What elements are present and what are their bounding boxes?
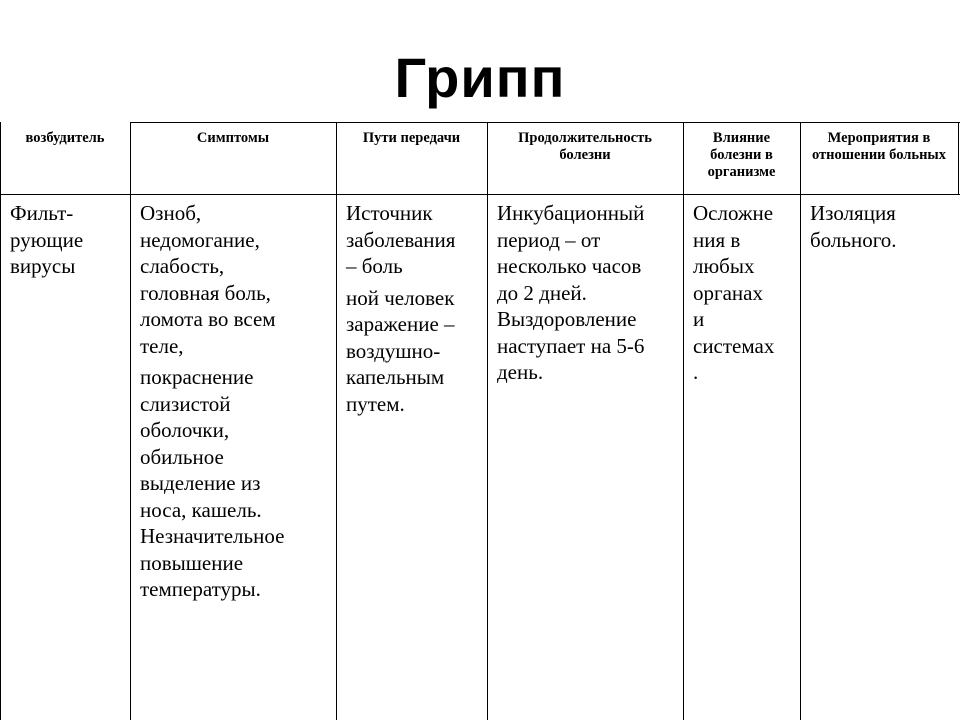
text-line: наступает на 5-6 xyxy=(497,333,645,358)
page-title: Грипп xyxy=(394,46,566,109)
cell-measures xyxy=(800,200,958,253)
text-line: недомогание, xyxy=(140,227,260,252)
disease-table xyxy=(0,122,960,720)
text-line: больного. xyxy=(810,227,897,252)
header-cell-effect: Влияние болезни в организме xyxy=(707,130,776,180)
text-line: любых xyxy=(693,254,755,278)
text-line: Выздоровление xyxy=(497,307,637,331)
text-line: Озноб, xyxy=(140,201,202,225)
text-line: выделение из xyxy=(140,471,261,495)
text-line: и xyxy=(693,307,705,331)
cell-effect xyxy=(683,200,800,386)
text-line: путем. xyxy=(346,391,405,416)
text-line: Источник xyxy=(346,201,433,225)
text-line: органах xyxy=(693,280,763,305)
text-line: теле, xyxy=(140,333,184,358)
text-line: вирусы xyxy=(10,254,76,278)
text-line: заболевания xyxy=(346,227,456,252)
text-line: несколько часов xyxy=(497,254,642,278)
header-bottom-border xyxy=(0,194,960,195)
text-line: рующие xyxy=(10,227,84,252)
header-cell-measures: Мероприятия в отношении больных xyxy=(812,130,946,163)
text-line: Осложне xyxy=(693,201,774,225)
text-line: слизистой xyxy=(140,391,231,416)
text-line: – боль xyxy=(346,254,403,278)
text-line: слабость, xyxy=(140,254,225,278)
text-line: оболочки, xyxy=(140,418,230,442)
text-line: ной человек xyxy=(346,285,455,310)
cell-symptoms xyxy=(130,200,336,603)
text-line: Незначительное xyxy=(140,524,285,548)
text-line: покраснение xyxy=(140,365,254,389)
cell-pathogen xyxy=(0,200,130,280)
header-cell-pathogen: возбудитель xyxy=(25,130,105,146)
text-line: Фильт- xyxy=(10,201,74,225)
cell-transmission xyxy=(336,200,487,417)
text-line: Инкубационный xyxy=(497,201,645,225)
text-line: воздушно- xyxy=(346,338,441,363)
text-line: Изоляция xyxy=(810,201,896,225)
text-line: ломота во всем xyxy=(140,307,276,331)
text-line: до 2 дней. xyxy=(497,280,587,305)
text-line: головная боль, xyxy=(140,280,271,305)
header-cell-symptoms: Симптомы xyxy=(196,130,270,146)
text-line: повышение xyxy=(140,550,244,575)
column-divider xyxy=(958,122,959,194)
text-line: капельным xyxy=(346,365,445,389)
text-line: системах xyxy=(693,333,775,358)
text-line: заражение – xyxy=(346,312,455,336)
text-line: обильное xyxy=(140,444,224,469)
text-line: период – от xyxy=(497,227,601,252)
text-line: температуры. xyxy=(140,577,261,601)
header-cell-duration: Продолжительность болезни xyxy=(518,130,652,163)
text-line: . xyxy=(693,360,699,384)
text-line: ния в xyxy=(693,227,741,252)
cell-duration xyxy=(487,200,683,386)
header-cell-transmission: Пути передачи xyxy=(362,130,461,146)
text-line: день. xyxy=(497,360,544,384)
table-top-border xyxy=(130,122,960,123)
text-line: носа, кашель. xyxy=(140,497,262,522)
